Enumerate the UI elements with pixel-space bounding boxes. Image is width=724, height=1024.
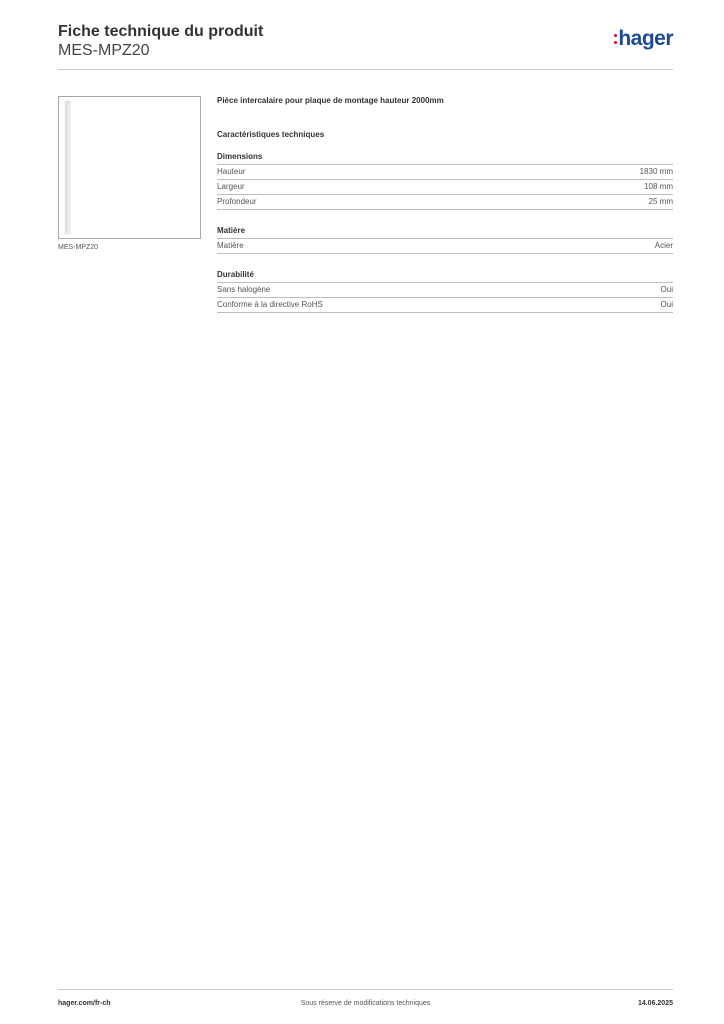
hager-logo (614, 27, 673, 51)
spec-group-durability (217, 270, 673, 313)
footer-website-link[interactable]: hager.com/fr-ch (58, 1000, 111, 1007)
group-title: Dimensions (217, 152, 673, 165)
product-description: Pièce intercalaire pour plaque de montage hauteur 2000mm (217, 96, 444, 105)
spec-value: 25 mm (648, 197, 673, 206)
product-reference: MES-MPZ20 (58, 42, 150, 59)
spec-label: Sans halogène (217, 285, 271, 294)
spec-row (217, 239, 673, 254)
page-footer (58, 989, 673, 1007)
product-image (58, 96, 201, 239)
spec-value: Oui (660, 300, 673, 309)
spec-heading: Caractéristiques techniques (217, 130, 325, 139)
logo-colon-icon (614, 32, 617, 46)
spec-label: Largeur (217, 182, 245, 191)
spec-label: Matière (217, 241, 244, 250)
document-title: Fiche technique du produit (58, 23, 264, 40)
spec-value: Oui (660, 285, 673, 294)
group-title: Durabilité (217, 270, 673, 283)
footer-notice: Sous réserve de modifications techniques (300, 1000, 431, 1007)
spec-value: Acier (654, 241, 673, 250)
spec-value: 1830 mm (639, 167, 673, 176)
spec-value: 108 mm (644, 182, 673, 191)
spec-row (217, 195, 673, 210)
spec-row (217, 283, 673, 298)
mounting-plate-piece-icon (59, 97, 200, 238)
spec-group-dimensions (217, 152, 673, 210)
page-header (58, 22, 673, 70)
spec-row (217, 180, 673, 195)
group-title: Matière (217, 226, 673, 239)
spec-row (217, 165, 673, 180)
logo-text: hager (618, 27, 673, 50)
spec-label: Hauteur (217, 167, 246, 176)
spec-label: Profondeur (217, 197, 257, 206)
spec-group-material (217, 226, 673, 254)
spec-row (217, 298, 673, 313)
spec-label: Conforme à la directive RoHS (217, 300, 323, 309)
spec-content (217, 96, 673, 313)
image-caption: MES-MPZ20 (58, 244, 99, 251)
footer-date: 14.06.2025 (637, 1000, 673, 1007)
